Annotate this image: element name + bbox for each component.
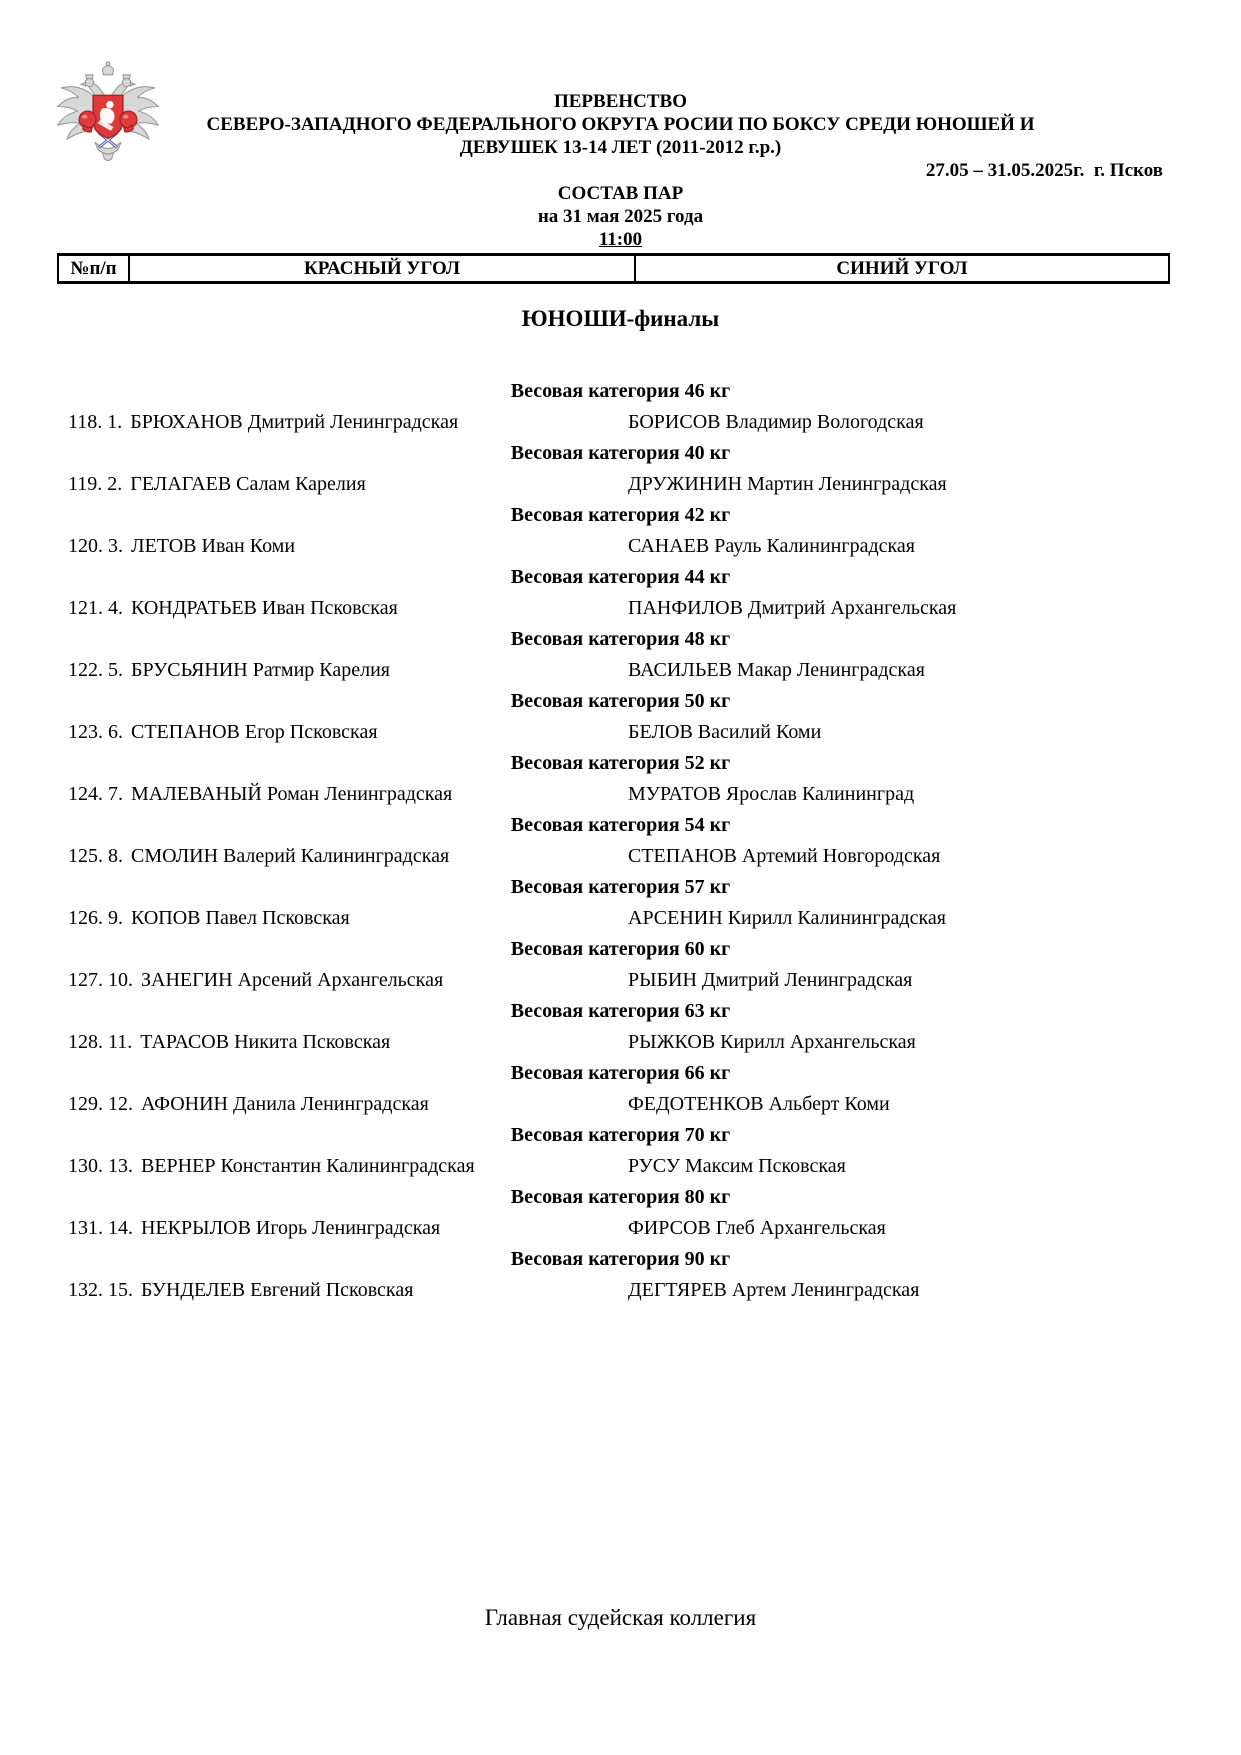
bout-row [0,965,1241,996]
red-corner-entry [68,965,628,996]
bout-row [0,717,1241,748]
bout-number: 119. 2. [68,473,123,495]
bout-number: 125. 8. [68,845,123,867]
bout-row [0,655,1241,686]
bout-row [0,903,1241,934]
blue-corner-boxer: СТЕПАНОВ Артемий Новгородская [628,845,941,867]
blue-corner-boxer: ДЕГТЯРЕВ Артем Ленинградская [628,1279,920,1301]
weight-category-heading: Весовая категория 54 кг [510,814,731,836]
weight-category-heading: Весовая категория 60 кг [510,938,731,960]
bout-number: 122. 5. [68,659,123,681]
bout-number: 120. 3. [68,535,123,557]
blue-corner-boxer: РУСУ Максим Псковская [628,1155,846,1177]
weight-category-heading: Весовая категория 46 кг [510,380,731,402]
red-corner-boxer: СМОЛИН Валерий Калининградская [131,845,450,867]
bout-row [0,779,1241,810]
weight-category-heading: Весовая категория 42 кг [510,504,731,526]
blue-corner-boxer: РЫЖКОВ Кирилл Архангельская [628,1031,916,1053]
red-corner-entry [68,655,628,686]
tournament-title-line-2: СЕВЕРО-ЗАПАДНОГО ФЕДЕРАЛЬНОГО ОКРУГА РОСИИ ПО БОКСУ СРЕДИ ЮНОШЕЙ И [206,114,1035,135]
document-title: СОСТАВ ПАР [557,183,684,204]
session-time-value: 11:00 [598,229,643,250]
blue-corner-boxer: РЫБИН Дмитрий Ленинградская [628,969,913,991]
weight-category-heading: Весовая категория 80 кг [510,1186,731,1208]
red-corner-boxer: ВЕРНЕР Константин Калининградская [141,1155,475,1177]
bout-number: 121. 4. [68,597,123,619]
bout-number: 127. 10. [68,969,133,991]
weight-category-heading: Весовая категория 57 кг [510,876,731,898]
bout-number: 126. 9. [68,907,123,929]
bout-row [0,531,1241,562]
section-title-youth-finals: ЮНОШИ-финалы [521,306,720,331]
blue-corner-boxer: ДРУЖИНИН Мартин Ленинградская [628,473,947,495]
red-corner-boxer: ТАРАСОВ Никита Псковская [140,1031,391,1053]
document-date: на 31 мая 2025 года [537,206,704,227]
red-corner-entry [68,407,628,438]
red-corner-boxer: МАЛЕВАНЫЙ Роман Ленинградская [131,783,453,805]
red-corner-boxer: БРЮХАНОВ Дмитрий Ленинградская [130,411,459,433]
red-corner-entry [68,717,628,748]
date-and-place: 27.05 – 31.05.2025г. г. Псков [925,160,1163,181]
red-corner-entry [68,1089,628,1120]
bouts-list [0,376,1241,1306]
document-header [0,0,1241,159]
blue-corner-boxer: БЕЛОВ Василий Коми [628,721,822,743]
bout-row [0,469,1241,500]
red-corner-boxer: КОНДРАТЬЕВ Иван Псковская [131,597,398,619]
weight-category-heading: Весовая категория 44 кг [510,566,731,588]
red-corner-entry [68,593,628,624]
boxing-federation-emblem [52,60,164,168]
bout-number: 130. 13. [68,1155,133,1177]
bout-number: 118. 1. [68,411,123,433]
bout-row [0,1089,1241,1120]
blue-corner-boxer: ФИРСОВ Глеб Архангельская [628,1217,886,1239]
bout-row [0,1213,1241,1244]
red-corner-entry [68,1151,628,1182]
boxing-federation-eagle-icon [52,60,164,168]
bout-number: 124. 7. [68,783,123,805]
footer-judging-panel: Главная судейская коллегия [484,1605,757,1630]
red-corner-boxer: СТЕПАНОВ Егор Псковская [131,721,378,743]
weight-category-heading: Весовая категория 63 кг [510,1000,731,1022]
bout-row [0,1275,1241,1306]
bout-number: 131. 14. [68,1217,133,1239]
red-corner-boxer: НЕКРЫЛОВ Игорь Ленинградская [141,1217,441,1239]
column-header-red-corner: КРАСНЫЙ УГОЛ [130,256,636,281]
tournament-title-line-1: ПЕРВЕНСТВО [553,91,688,112]
session-time [0,228,1241,251]
blue-corner-boxer: ВАСИЛЬЕВ Макар Ленинградская [628,659,925,681]
bout-row [0,1151,1241,1182]
red-corner-entry [68,1275,628,1306]
bout-number: 123. 6. [68,721,123,743]
red-corner-entry [68,841,628,872]
bout-number: 132. 15. [68,1279,133,1301]
bout-row [0,841,1241,872]
red-corner-entry [68,469,628,500]
blue-corner-boxer: МУРАТОВ Ярослав Калининград [628,783,915,805]
blue-corner-boxer: АРСЕНИН Кирилл Калининградская [628,907,946,929]
red-corner-entry [68,1213,628,1244]
column-header-number: №п/п [59,256,130,281]
weight-category-heading: Весовая категория 90 кг [510,1248,731,1270]
tournament-title-line-3: ДЕВУШЕК 13-14 ЛЕТ (2011-2012 г.р.) [459,137,782,158]
bout-number: 129. 12. [68,1093,133,1115]
bout-row [0,1027,1241,1058]
bout-number: 128. 11. [68,1031,133,1053]
red-corner-entry [68,779,628,810]
bout-row [0,407,1241,438]
column-header-blue-corner: СИНИЙ УГОЛ [836,257,968,279]
weight-category-heading: Весовая категория 48 кг [510,628,731,650]
weight-category-heading: Весовая категория 50 кг [510,690,731,712]
blue-corner-boxer: САНАЕВ Рауль Калининградская [628,535,915,557]
weight-category-heading: Весовая категория 70 кг [510,1124,731,1146]
blue-corner-boxer: БОРИСОВ Владимир Вологодская [628,411,924,433]
red-corner-boxer: ЛЕТОВ Иван Коми [131,535,296,557]
weight-category-heading: Весовая категория 40 кг [510,442,731,464]
red-corner-boxer: АФОНИН Данила Ленинградская [141,1093,429,1115]
bout-row [0,593,1241,624]
pairs-table-header [57,253,1170,284]
red-corner-entry [68,903,628,934]
red-corner-boxer: БРУСЬЯНИН Ратмир Карелия [131,659,390,681]
blue-corner-boxer: ФЕДОТЕНКОВ Альберт Коми [628,1093,890,1115]
red-corner-entry [68,1027,628,1058]
red-corner-boxer: БУНДЕЛЕВ Евгений Псковская [141,1279,414,1301]
blue-corner-boxer: ПАНФИЛОВ Дмитрий Архангельская [628,597,957,619]
weight-category-heading: Весовая категория 52 кг [510,752,731,774]
red-corner-boxer: ЗАНЕГИН Арсений Архангельская [141,969,444,991]
red-corner-entry [68,531,628,562]
red-corner-boxer: КОПОВ Павел Псковская [131,907,350,929]
weight-category-heading: Весовая категория 66 кг [510,1062,731,1084]
red-corner-boxer: ГЕЛАГАЕВ Салам Карелия [130,473,366,495]
